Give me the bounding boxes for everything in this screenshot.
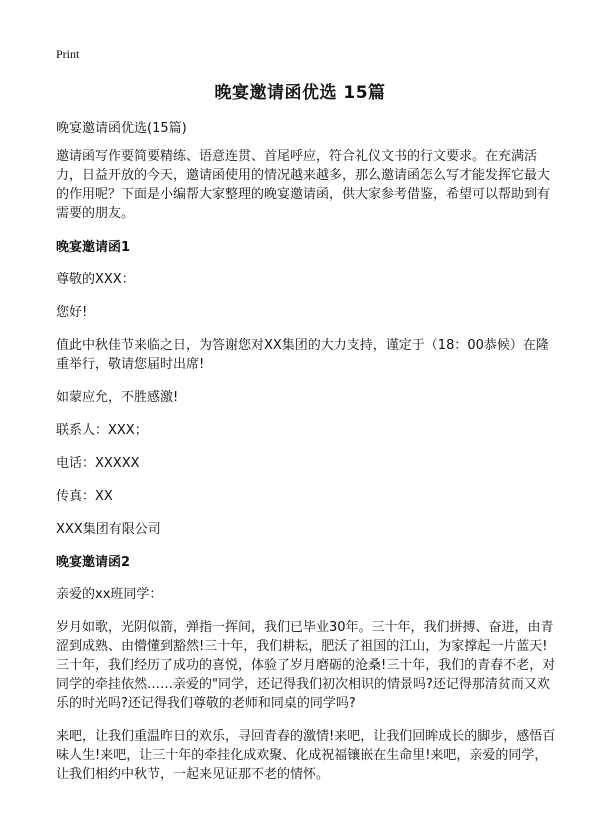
- section-heading-2: 晚宴邀请函2: [56, 555, 131, 570]
- letter2-greeting: 亲爱的xx班同学：: [56, 587, 163, 602]
- letter1-greeting: 尊敬的XXX：: [56, 272, 135, 287]
- letter1-fax: 传真：XX: [56, 489, 113, 504]
- letter2-paragraph-2: 来吧，让我们重温昨日的欢乐，寻回青春的激情!来吧，让我们回眸成长的脚步，感悟百味人生!来吧，让三十年的牵挂化成欢聚、化成祝福镶嵌在生命里!来吧，亲爱的同学，让我们相约中秋节，一起来见证那不老的情怀。: [56, 729, 556, 782]
- print-link[interactable]: Print: [56, 47, 80, 61]
- letter1-body: 值此中秋佳节来临之日，为答谢您对XX集团的大力支持，谨定于（18：00恭候）在隆重举行，敬请您届时出席!: [56, 338, 549, 372]
- subtitle: 晚宴邀请函优选(15篇): [56, 121, 187, 136]
- letter1-hello: 您好!: [56, 305, 88, 320]
- section-heading-1: 晚宴邀请函1: [56, 240, 131, 255]
- document-body: [56, 119, 556, 798]
- letter2-paragraph-1: 岁月如歌，光阴似箭，弹指一挥间，我们已毕业30年。三十年，我们拼搏、奋进，由青涩到成熟、由懵懂到豁然!三十年，我们耕耘，肥沃了祖国的江山，为家撑起一片蓝天!三十年，我们经历了成功的喜悦，体验了岁月磨砺的沧桑!三十年，我们的青春不老，对同学的牵挂依然……亲爱的"同学，还记得我们初次相识的情景吗?还记得那清贫而又欢乐的时光吗?还记得我们尊敬的老师和同桌的同学吗?: [56, 620, 556, 711]
- letter1-closing: 如蒙应允，不胜感激!: [56, 390, 179, 405]
- intro-paragraph: 邀请函写作要简要精练、语意连贯、首尾呼应，符合礼仪文书的行文要求。在充满活力，日益开放的今天，邀请函使用的情况越来越多，那么邀请函怎么写才能发挥它最大的作用呢？下面是小编帮大家整理的晚宴邀请函，供大家参考借鉴，希望可以帮助到有需要的朋友。: [56, 149, 551, 221]
- page-title: 晚宴邀请函优选 15篇: [214, 83, 386, 103]
- letter1-company: XXX集团有限公司: [56, 522, 161, 537]
- letter1-contact: 联系人：XXX；: [56, 423, 148, 438]
- letter1-phone: 电话：XXXXX: [56, 456, 140, 471]
